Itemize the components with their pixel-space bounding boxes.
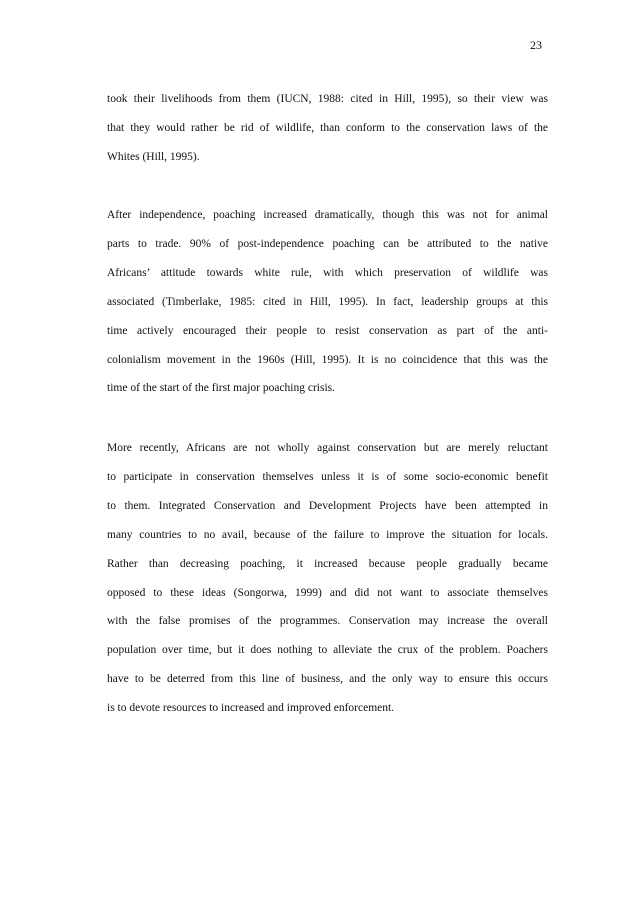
paragraph-2 (107, 201, 548, 403)
page-number: 23 (530, 38, 542, 52)
text-line: Africans’ attitude towards white rule, with which preservation of wildlife was (107, 266, 548, 279)
text-line: parts to trade. 90% of post-independence poaching can be attributed to the native (107, 237, 548, 250)
text-line: is to devote resources to increased and improved enforcement. (107, 702, 395, 715)
text-line: After independence, poaching increased dramatically, though this was not for animal (107, 209, 548, 221)
text-line: More recently, Africans are not wholly against conservation but are merely reluctant (107, 442, 548, 454)
text-line: took their livelihoods from them (IUCN, 1988: cited in Hill, 1995), so their view was (107, 93, 548, 105)
text-line: associated (Timberlake, 1985: cited in Hill, 1995). In fact, leadership groups at this (107, 295, 548, 308)
text-line: with the false promises of the programmes. Conservation may increase the overall (107, 615, 548, 628)
text-line: Rather than decreasing poaching, it increased because people gradually became (107, 557, 548, 570)
text-line: to participate in conservation themselves unless it is of some socio-economic benefit (107, 470, 548, 483)
text-line: many countries to no avail, because of the failure to improve the situation for locals. (107, 528, 548, 541)
text-line: have to be deterred from this line of business, and the only way to ensure this occurs (107, 673, 548, 686)
text-line: that they would rather be rid of wildlife, than conform to the conservation laws of the (107, 121, 548, 134)
text-line: opposed to these ideas (Songorwa, 1999) and did not want to associate themselves (107, 586, 548, 599)
text-line: colonialism movement in the 1960s (Hill, 1995). It is no coincidence that this was the (107, 353, 548, 366)
text-line: population over time, but it does nothing to alleviate the crux of the problem. Poachers (107, 644, 548, 657)
paragraph-3 (107, 434, 548, 723)
text-line: time actively encouraged their people to resist conservation as part of the anti- (107, 324, 548, 337)
text-line: time of the start of the first major poaching crisis. (107, 382, 336, 395)
text-line: Whites (Hill, 1995). (107, 150, 200, 163)
text-line: to them. Integrated Conservation and Development Projects have been attempted in (107, 499, 548, 512)
paragraph-1 (107, 85, 548, 172)
